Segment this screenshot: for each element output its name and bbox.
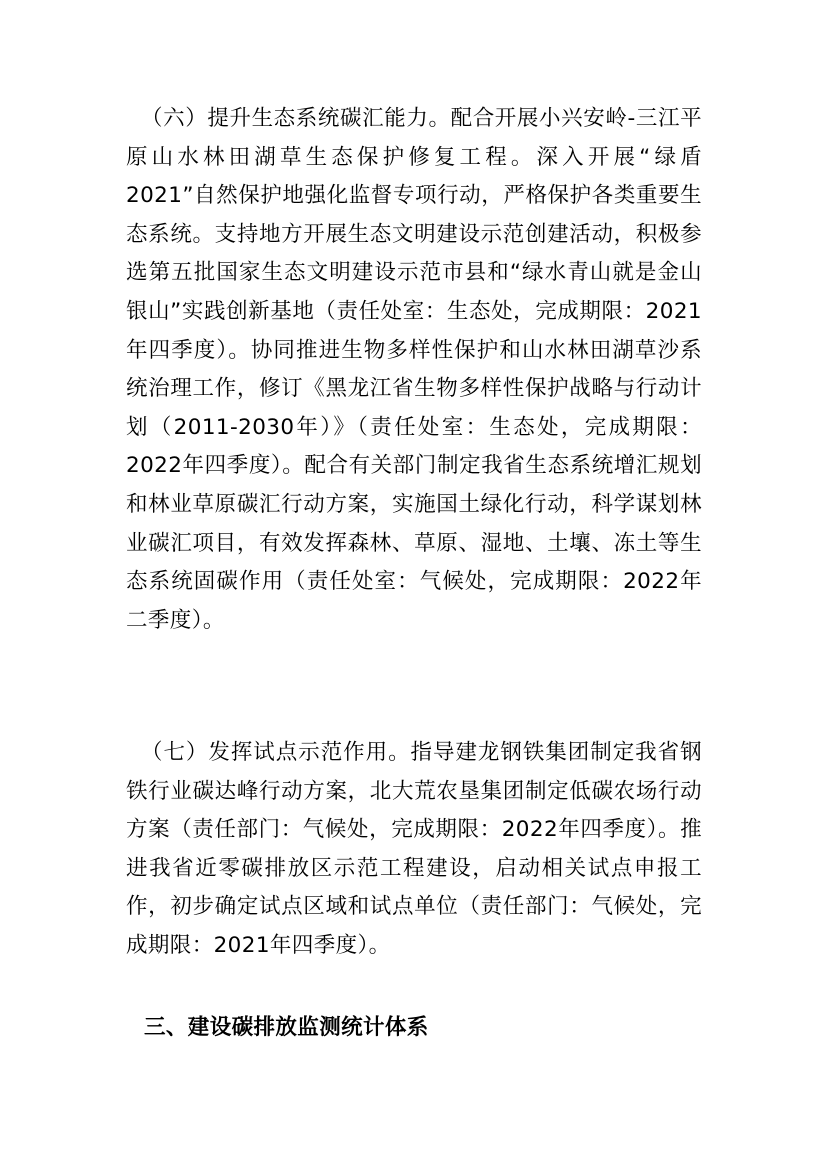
paragraph-section-7-text: （七）发挥试点示范作用。指导建龙钢铁集团制定我省钢铁行业碳达峰行动方案，北大荒农垦集团制定低碳农场行动方案（责任部门：气候处，完成期限：2022年四季度）。推进我省近零碳排放区示范工程建设，启动相关试点申报工作，初步确定试点区域和试点单位（责任部门：气候处，完成期限：2021年四季度）。 [126, 740, 702, 958]
paragraph-section-6-text: （六）提升生态系统碳汇能力。配合开展小兴安岭-三江平原山水林田湖草生态保护修复工程。深入开展“绿盾2021”自然保护地强化监督专项行动，严格保护各类重要生态系统。支持地方开展生态文明建设示范创建活动，积极参选第五批国家生态文明建设示范市县和“绿水青山就是金山银山”实践创新基地（责任处室：生态处，完成期限：2021年四季度）。协同推进生物多样性保护和山水林田湖草沙系统治理工作，修订《黑龙江省生物多样性保护战略与行动计划（2011-2030年）》（责任处室：生态处，完成期限：2022年四季度）。配合有关部门制定我省生态系统增汇规划和林业草原碳汇行动方案，实施国土绿化行动，科学谋划林业碳汇项目，有效发挥森林、草原、湿地、土壤、冻土等生态系统固碳作用（责任处室：气候处，完成期限：2022年二季度）。 [126, 106, 702, 633]
section-heading-3: 三、建设碳排放监测统计体系 [144, 1015, 429, 1040]
paragraph-section-7 [126, 734, 702, 966]
paragraph-section-6 [126, 100, 702, 640]
